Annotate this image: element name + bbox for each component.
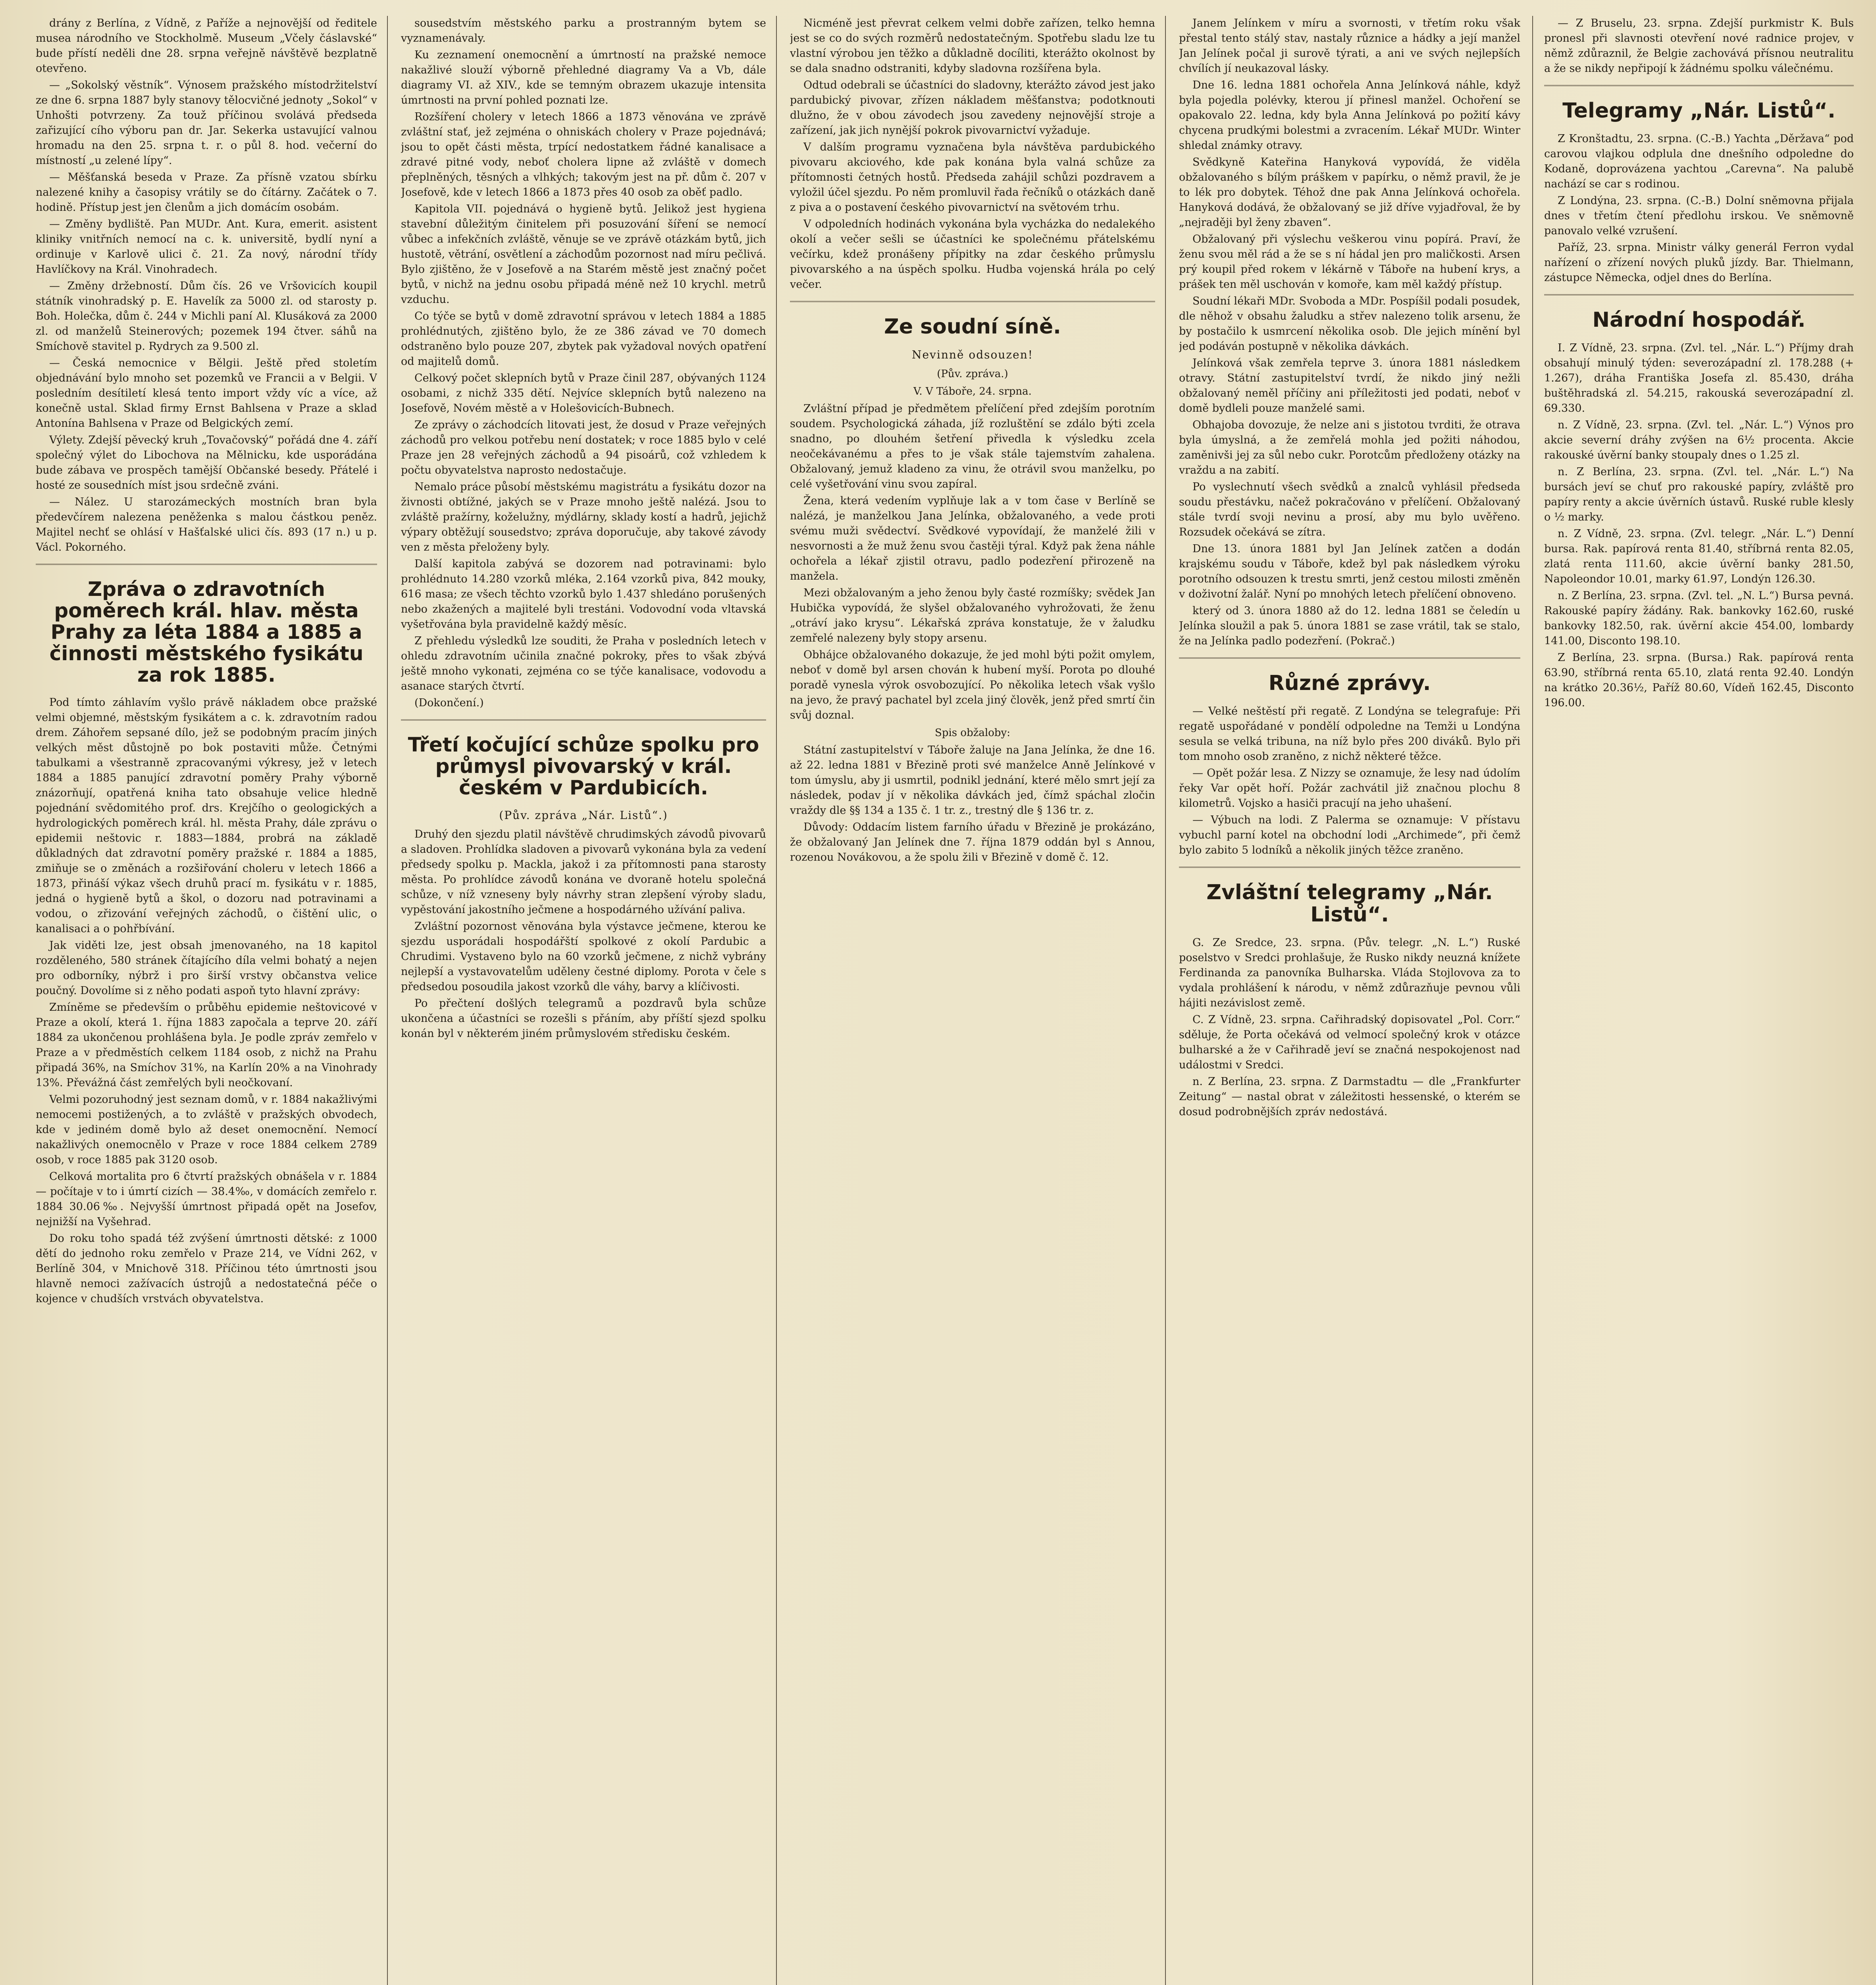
paragraph: n. Z Vídně, 23. srpna. (Zvl. telegr. „Nár. L.“) Denní bursa. Rak. papírová renta 81.40, stříbrná renta 82.05, zlatá renta 111.60, akcie úvěrní banky 281.50, Napoleondor 10.01, marky 61.97, Londýn 126.30. [1544,528,1854,586]
paragraph: Státní zastupitelství v Táboře žaluje na Jana Jelínka, že dne 16. až 22. ledna 1881 v Březině proti své manželce Anně Jelínkové v tom úmyslu, aby ji usmrtil, podnikl jednání, které mělo smrt její za následek, podav jí v několika dávkách jed, čímž spáchal zločin vraždy dle §§ 134 a 135 č. 1 tr. z., trestný dle § 136 tr. z. [790,744,1155,817]
paragraph: — Změny držebností. Dům čís. 26 ve Vršovicích koupil státník vinohradský p. E. Havelík za 5000 zl. od starosty p. Boh. Holečka, dům č. 244 v Michli paní Al. Klusáková za 2000 zl. od manželů Steinerových; pozemek 194 čtver. sáhů na Smíchově stavitel p. Rydrych za 9.500 zl. [36,280,377,353]
column-1 [36,16,377,1985]
paragraph: — Velké neštěstí při regatě. Z Londýna se telegrafuje: Při regatě uspořádané v pondělí odpoledne na Temži u Londýna sesula se velká tribuna, na níž bylo přes 200 diváků. Bylo při tom mnoho osob zraněno, z nichž některé těžce. [1179,705,1520,763]
paragraph: který od 3. února 1880 až do 12. ledna 1881 se čeledín u Jelínka sloužil a pak 5. února 1881 se zase vrátil, tak se stalo, že na Jelínka padlo podezření. (Pokrač.) [1179,605,1520,647]
paragraph: Ze zprávy o záchodcích litovati jest, že dosud v Praze veřejných záchodů pro velkou potřebu není dostatek; v roce 1885 bylo v celé Praze jen 28 veřejných záchodů a 94 pisoárů, což vzhledem k počtu obyvatelstva naprosto nedostačuje. [401,419,766,476]
paragraph: — Z Bruselu, 23. srpna. Zdejší purkmistr K. Buls pronesl při slavnosti otevření nové radnice projev, v němž zdůraznil, že Belgie zachovává přísnou neutralitu a že se nikdy nepřipojí k žádnému spolku válečnému. [1544,17,1854,75]
paragraph: Z Berlína, 23. srpna. (Bursa.) Rak. papírová renta 63.90, stříbrná renta 65.10, zlatá renta 92.40. Londýn na krátko 20.36½, Paříž 80.60, Vídeň 162.45, Disconto 196.00. [1544,651,1854,709]
article-dateline: Spis obžaloby: [935,727,1010,739]
paragraph: Výlety. Zdejší pěvecký kruh „Tovačovský“ pořádá dne 4. září společný výlet do Libochova na Mělnicku, kde usporádána bude zábava ve prospěch tamější Občanské besedy. Přátelé i hosté ze sousedních míst jsou srdečně zváni. [36,434,377,491]
column-3 [790,16,1155,1985]
paragraph: Co týče se bytů v domě zdravotní správou v letech 1884 a 1885 prohlédnutých, zjištěno bylo, že ze 386 závad ve 70 domech odstraněno bylo pouze 207, zbytek pak vyžadoval nových opatření od majitelů domů. [401,310,766,368]
column-rule [387,16,388,1985]
paragraph: Nemalo práce působí městskému magistrátu a fysikátu dozor na živnosti obtížné, jakých se v Praze mnoho ještě nalézá. Jsou to zvláště pražírny, koželužny, mýdlárny, sklady kostí a hadrů, jejichž výpary obtěžují sousedstvo; zpráva doporučuje, aby takové závody ven z města přeloženy byly. [401,481,766,553]
section-headline: Různé zprávy. [1268,671,1431,695]
paragraph: sousedstvím městského parku a prostranným bytem se vyznamenávaly. [401,17,766,44]
paragraph: Obžalovaný při výslechu veškerou vinu popírá. Praví, že ženu svou měl rád a že se s ní hádal jen pro maličkosti. Arsen prý koupil před rokem v lékárně v Táboře na hubení krys, a prášek ten měl uschován v komoře, kam měl každý přístup. [1179,233,1520,291]
paragraph: Důvody: Oddacím listem farního úřadu v Březině je prokázáno, že obžalovaný Jan Jelínek dne 7. října 1879 oddán byl s Annou, rozenou Novákovou, a že spolu žili v Březině v domě č. 12. [790,821,1155,864]
paragraph: Další kapitola zabývá se dozorem nad potravinami: bylo prohlédnuto 14.280 vzorků mléka, 2.164 vzorků piva, 842 mouky, 616 masa; ze všech těchto vzorků bylo 1.437 shledáno porušených nebo zkažených a majitelé byli trestáni. Vodovodní voda vltavská vyšetřována byla pravidelně každý měsíc. [401,558,766,630]
paragraph: drány z Berlína, z Vídně, z Paříže a nejnovější od ředitele musea národního ve Stockholmě. Museum „Včely čáslavské“ bude přístí neděli dne 28. srpna veřejně návštěvě bezplatně otevřeno. [36,17,377,75]
paragraph: Druhý den sjezdu platil návštěvě chrudimských závodů pivovarů a sladoven. Prohlídka sladoven a pivovarů vykonána byla za vedení předsedy spolku p. Mackla, jakož i za přítomnosti pana starosty města. Po prohlídce závodů konána ve dvoraně hotelu společná schůze, v níž vzneseny byly návrhy stran zlepšení výroby sladu, vypěstování jakostního ječmene a hospodárného užívání paliva. [401,828,766,916]
section-headline: Ze soudní síně. [884,315,1061,339]
section-divider [1179,657,1520,659]
paragraph: — Opět požár lesa. Z Nizzy se oznamuje, že lesy nad údolím řeky Var opět hoří. Požár zachvátil již značnou plochu 8 kilometrů. Vojsko a hasiči pracují na jeho uhašení. [1179,767,1520,810]
paragraph: Dne 13. února 1881 byl Jan Jelínek zatčen a dodán krajskému soudu v Táboře, kdež byl pak následkem výroku porotního odsouzen k trestu smrti, jenž cestou milosti změněn v doživotní žalář. Nyní po mnohých letech přelíčení obnoveno. [1179,543,1520,600]
paragraph: Zvláštní pozornost věnována byla výstavce ječmene, kterou ke sjezdu usporádali hospodářští spolkové z okolí Pardubic a Chrudimi. Vystaveno bylo na 60 vzorků ječmene, z nichž vybrány nejlepší a vystavovatelům uděleny čestné diplomy. Porota v čele s předsedou posoudila jakost vzorků dle váhy, barvy a klíčivosti. [401,920,766,993]
article-subheading: (Pův. zpráva „Nár. Listů“.) [499,809,668,822]
paragraph: Z přehledu výsledků lze souditi, že Praha v posledních letech v ohledu zdravotním učinila značné pokroky, přes to však zbývá ještě mnoho vykonati, zejména co se týče kanalisace, vodovodu a asanace starých čtvrtí. [401,635,766,692]
paragraph: Kapitola VII. pojednává o hygieně bytů. Jelikož jest hygiena stavební důležitým činitelem při posuzování šíření se nemocí vůbec a infekčních zvláště, věnuje se ve zprávě otázkám bytů, jich hustotě, větrání, osvětlení a záchodům pozornost nad míru pečlivá. Bylo zjištěno, že v Josefově a na Starém městě jest značný počet bytů, v nichž na jednu osobu připadá méně než 10 krychl. metrů vzduchu. [401,203,766,306]
paragraph: — Změny bydliště. Pan MUDr. Ant. Kura, emerit. asistent kliniky vnitřních nemocí na c. k. universitě, bydlí nyní a ordinuje v Karlově ulici č. 21. Za nový, národní třídy Havlíčkovy na Král. Vinohradech. [36,218,377,276]
article-dateline: V. V Táboře, 24. srpna. [913,385,1032,398]
paragraph: Dne 16. ledna 1881 ochořela Anna Jelínková náhle, když byla pojedla polévky, kterou jí přinesl manžel. Ochoření se opakovalo 22. ledna, kdy byla Anna Jelínková po požití kávy chycena prudkými bolestmi a zvracením. Lékař MUDr. Winter shledal známky otravy. [1179,79,1520,152]
paragraph: Janem Jelínkem v míru a svornosti, v třetím roku však přestal tento stálý stav, nastaly různice a hádky a její manžel Jan Jelínek počal ji surově týrati, a ani ve svých nejlepších chvílích jí neukazoval lásky. [1179,17,1520,75]
column-4 [1179,16,1520,1985]
article-subheading: Nevinně odsouzen! [911,348,1034,362]
paragraph: Odtud odebrali se účastníci do sladovny, kterážto závod jest jako pardubický pivovar, zřízen nákladem měšťanstva; podotknouti dlužno, že v obou závodech jsou zavedeny nejnovější stroje a zařízení, jak jich nynější pokrok pivovarnictví vyžaduje. [790,79,1155,137]
paragraph: Svědkyně Kateřina Hanyková vypovídá, že viděla obžalovaného s bílým práškem v papírku, o němž pravil, že je to lék pro dobytek. Téhož dne pak Anna Jelínková ochořela. Hanyková dodává, že obžalovaný se již dříve vyjadřoval, že by „nejraději byl ženy zbaven“. [1179,156,1520,229]
section-headline: Zvláštní telegramy „Nár. Listů“. [1206,881,1493,927]
paragraph: Nicméně jest převrat celkem velmi dobře zařízen, telko hemna jest se co do svých rozměrů nedostatečným. Spotřebu sladu lze tu vlastní výrobou jen těžko a důkladně docíliti, kterážto okolnost by se dala snadno odstraniti, kdyby sladovna rozšířena byla. [790,17,1155,75]
paragraph: n. Z Berlína, 23. srpna. (Zvl. tel. „Nár. L.“) Na bursách jeví se chuť pro rakouské papíry, zvláště pro papíry renty a akcie úvěrních ústavů. Ruské ruble klesly o ½ marky. [1544,466,1854,524]
paragraph: I. Z Vídně, 23. srpna. (Zvl. tel. „Nár. L.“) Příjmy drah obsahují minulý týden: severozápadní zl. 178.288 (+ 1.267), dráha Františka Josefa zl. 85.430, dráha buštěhradská zl. 54.215, rakouská severozápadní zl. 69.330. [1544,342,1854,415]
column-rule [776,16,777,1985]
paragraph: n. Z Vídně, 23. srpna. (Zvl. tel. „Nár. L.“) Výnos pro akcie severní dráhy zvýšen na 6½ procenta. Akcie rakouské úvěrní banky stoupaly dnes o 1.25 zl. [1544,419,1854,462]
paragraph: Paříž, 23. srpna. Ministr války generál Ferron vydal nařízení o zřízení nových pluků jízdy. Bar. Thielmann, zástupce Německa, odjel dnes do Berlína. [1544,241,1854,284]
paragraph: Rozšíření cholery v letech 1866 a 1873 věnována ve zprávě zvláštní stať, jež zejména o ohniskách cholery v Praze pojednává; jsou to opět části města, trpící nedostatkem řádné kanalisace a zdravé pitné vody, neboť cholera lipne až zvláště v domech přeplněných, těsných a vlhkých; takovým jest na př. dům č. 207 v Josefově, kde v letech 1866 a 1873 přes 40 osob za oběť padlo. [401,111,766,198]
paragraph: — „Sokolský věstník“. Výnosem pražského místodržitelství ze dne 6. srpna 1887 byly stanovy tělocvičné jednoty „Sokol“ v Unhošti potvrzeny. Za touž příčinou svolává předseda zařizující cího výboru pan dr. Jar. Sekerka ustavující valnou hromadu na den 25. srpna t. r. o půl 8. hod. večerní do místností „u zelené lípy“. [36,79,377,167]
paragraph: (Dokončení.) [414,697,484,709]
column-2 [401,16,766,1985]
paragraph: Zmíněme se především o průběhu epidemie neštovicové v Praze a okolí, která 1. října 1883 započala a teprve 20. září 1884 za ukončenou prohlášena byla. Je podle zpráv zemřelo v Praze a v předměstích celkem 1184 osob, z nichž na Prahu připadá 36%, na Smíchov 31%, na Karlín 20% a na Vinohrady 13%. Převážná část zemřelých byli neočkovaní. [36,1001,377,1089]
article-headline: Zpráva o zdravotních poměrech král. hlav. města Prahy za léta 1884 a 1885 a činnosti městského fysikátu za rok 1885. [49,578,364,686]
paragraph: Soudní lékaři MDr. Svoboda a MDr. Pospíšil podali posudek, dle něhož v obsahu žaludku a střev nalezeno tolik arsenu, že by postačilo k usmrcení několika osob. Dle jejich mínění byl jed podáván postupně v několika dávkách. [1179,295,1520,353]
paragraph: Velmi pozoruhodný jest seznam domů, v r. 1884 nakažlivými nemocemi postižených, a to zvláště v pražských obvodech, kde v jediném domě bylo až deset onemocnění. Nemocí nakažlivých onemocnělo v Praze v roce 1884 celkem 2789 osob, v roce 1885 pak 3120 osob. [36,1093,377,1166]
column-rule [1165,16,1166,1985]
paragraph: Žena, která vedením vyplňuje lak a v tom čase v Berlíně se nalézá, je manželkou Jana Jelínka, obžalovaného, a vede proti svému muži svědectví. Svědkové vypovídají, že manželé žili v nesvornosti a že muž ženu svou častěji týral. Když pak žena náhle ochořela a lékař zjistil otravu, padlo podezření přirozeně na manžela. [790,495,1155,583]
section-divider [1179,867,1520,868]
paragraph: Ku zeznamení onemocnění a úmrtností na pražské nemoce nakažlivé slouží výborně přehledné diagramy Va a Vb, dále diagramy VI. až XIV., kde se temným obrazem ukazuje intensita úmrtnosti na první pohled poznati lze. [401,49,766,106]
paragraph: Obhájce obžalovaného dokazuje, že jed mohl býti požit omylem, neboť v domě byl arsen chován k hubení myší. Porota po dlouhé poradě vynesla výrok osvobozující. Po několika letech však vyšlo na jevo, že pravý pachatel byl zcela jiný člověk, jenž před smrtí čin svůj doznal. [790,649,1155,722]
section-divider [1544,85,1854,86]
paragraph: Z Londýna, 23. srpna. (C.-B.) Dolní sněmovna přijala dnes v třetím čtení předlohu irskou. Ve sněmovně panovalo velké vzrušení. [1544,195,1854,237]
paragraph: Do roku toho spadá též zvýšení úmrtnosti dětské: z 1000 dětí do jednoho roku zemřelo v Praze 214, ve Vídni 262, v Berlíně 304, v Mnichově 318. Příčinou této úmrtnosti jsou hlavně nemoci zažívacích ústrojů a nedostatečná péče o kojence v chudších vrstvách obyvatelstva. [36,1232,377,1305]
section-divider [36,564,377,565]
paragraph: Pod tímto záhlavím vyšlo právě nákladem obce pražské velmi objemné, městským fysikátem a c. k. zdravotním radou drem. Záhořem sepsané dílo, jež se podobným pracím jiných velkých měst důstojně po bok postaviti může. Četnými tabulkami a všestranně zpracovanými výkresy, jež v letech 1884 a 1885 panující zdravotní poměry Prahy výborně znázorňují, opatřená kniha tato obsahuje velice hledně pojednání svědomitého prof. drs. Krejčího o geologických a hydrologických poměrech král. hl. města Prahy, dále zprávu o epidemii neštovic r. 1883—1884, probrá na základě důkladných dat zdravotní poměry pražské r. 1884 a 1885, zmiňuje se o změnách a rozšiřování choleru v letech 1866 a 1873, přináší výkaz všech druhů prací m. fysikátu v r. 1885, jedná o hygieně bytů a škol, o dozoru nad potravinami a vodou, o zřizování veřejných záchodů, o čištění ulic, o kanalisaci a o pohřbívání. [36,696,377,935]
paragraph: Celkový počet sklepních bytů v Praze činil 287, obývaných 1124 osobami, z nichž 335 dětí. Nejvíce sklepních bytů nalezeno na Josefově, Novém městě a v Holešovicích-Bubnech. [401,372,766,414]
paragraph: Celková mortalita pro 6 čtvrtí pražských obnášela v r. 1884 — počítaje v to i úmrtí cizích — 38.4‰, v domácích zemřelo r. 1884 30.06‰. Nejvyšší úmrtnost připadá opět na Josefov, nejnižší na Vyšehrad. [36,1170,377,1228]
paragraph: V dalším programu vyznačena byla návštěva pardubického pivovaru akciového, kde pak konána byla valná schůze za přítomnosti četných hostů. Předseda zahájil schůzi pozdravem a vyložil účel sjezdu. Po něm promluvil řada řečníků o otázkách daně z piva a o postavení českého pivovarnictví na světovém trhu. [790,141,1155,214]
section-divider [1544,294,1854,295]
paragraph: n. Z Berlína, 23. srpna. (Zvl. tel. „N. L.“) Bursa pevná. Rakouské papíry žádány. Rak. bankovky 162.60, ruské bankovky 182.50, rak. úvěrní akcie 454.00, lombardy 141.00, Disconto 198.10. [1544,590,1854,648]
paragraph: — Nález. U starozámeckých mostních bran byla předevčírem nalezena peněženka s malou částkou peněz. Majitel nechť se ohlásí v Hašťalské ulici čís. 893 (17 n.) u p. Václ. Pokorného. [36,496,377,553]
paragraph: V odpoledních hodinách vykonána byla vycházka do nedalekého okolí a večer sešli se účastníci ke společnému přátelskému večírku, kdež pronášeny přípitky na zdar českého průmyslu pivovarského a na úspěch spolku. Hudba vojenská hrála po celý večer. [790,218,1155,291]
section-headline: Národní hospodář. [1592,308,1806,332]
paragraph: Obhajoba dovozuje, že nelze ani s jistotou tvrditi, že otrava byla úmyslná, a že zemřelá mohla jed požiti náhodou, zaměnivši jej za sůl nebo cukr. Porotcům předloženy otázky na vraždu a na zabití. [1179,419,1520,476]
paragraph: Z Kronštadtu, 23. srpna. (C.-B.) Yachta „Děržava“ pod carovou vlajkou odplula dne dnešního odpoledne do Kodaně, doprovázena yachtou „Carevna“. Na palubě nachází se car s rodinou. [1544,133,1854,191]
paragraph: G. Ze Sredce, 23. srpna. (Pův. telegr. „N. L.“) Ruské poselstvo v Sredci prohlašuje, že Rusko nikdy neuzná knížete Ferdinanda za panovníka Bulharska. Vláda Stojlovova za to vydala prohlášení k národu, v němž zdůrazňuje pevnou vůli hájiti nezávislost země. [1179,937,1520,1010]
section-divider [401,719,766,721]
column-rule [1532,16,1533,1985]
paragraph: Jak viděti lze, jest obsah jmenovaného, na 18 kapitol rozděleného, 580 stránek čítajícího díla velmi bohatý a nejen pro odborníky, nýbrž i pro širší vrstvy občanstva velice poučný. Dovolíme si z něho podati aspoň tyto hlavní zprávy: [36,939,377,997]
article-dateline: (Pův. zpráva.) [937,368,1008,380]
paragraph: Po přečtení došlých telegramů a pozdravů byla schůze ukončena a účastníci se rozešli s přáním, aby příští sjezd spolku konán byl v některém jiném průmyslovém středisku českém. [401,997,766,1040]
paragraph: Jelínková však zemřela teprve 3. února 1881 následkem otravy. Státní zastupitelství tvrdí, že nikdo jiný nežli obžalovaný neměl příčiny ani příležitosti jed podati, neboť v domě bydleli pouze manželé sami. [1179,357,1520,414]
paragraph: C. Z Vídně, 23. srpna. Cařihradský dopisovatel „Pol. Corr.“ sděluje, že Porta očekává od velmocí společný krok v otázce bulharské a že v Cařihradě jeví se značná nespokojenost nad událostmi v Sredci. [1179,1014,1520,1072]
paragraph: Po vyslechnutí všech svědků a znalců vyhlásil předseda soudu přestávku, načež pokračováno v přelíčení. Obžalovaný stále tvrdí svoji nevinu a prosí, aby mu bylo uvěřeno. Rozsudek očekává se zítra. [1179,481,1520,538]
section-divider [790,301,1155,302]
column-5 [1544,16,1854,1985]
paragraph: Mezi obžalovaným a jeho ženou byly časté rozmíšky; svědek Jan Hubička vypovídá, že slyšel obžalovaného vyhrožovati, že ženu „otráví jako krysu“. Lékařská zpráva konstatuje, že v žaludku zemřelé nalezeny byly stopy arsenu. [790,587,1155,645]
article-headline: Třetí kočující schůze spolku pro průmysl pivovarský v král. českém v Pardubicích. [408,733,759,799]
paragraph: — Česká nemocnice v Bělgii. Ještě před stoletím objednávání bylo mnoho set pozemků ve Francii a v Belgii. V posledním desítiletí klesá tento import vždy víc a více, až konečně ustal. Sklad firmy Ernst Bahlsena v Praze a sklad Antonína Bahlsena v Praze od Belgických zemí. [36,357,377,430]
section-headline: Telegramy „Nár. Listů“. [1562,99,1836,123]
paragraph: Zvláštní případ je předmětem přelíčení před zdejším porotním soudem. Psychologická záhada, jíž rozluštění se zdálo býti zcela snadno, po dlouhém šetření přivedla k výsledku zcela neočekávanému a přes to je však stále tajemstvím zahalena. Obžalovaný, jemuž kladeno za vinu, že otrávil svou manželku, po celé vyšetřování vinu svou zapíral. [790,403,1155,491]
paragraph: — Výbuch na lodi. Z Palerma se oznamuje: V přístavu vybuchl parní kotel na obchodní lodi „Archimede“, při čemž bylo zabito 5 lodníků a několik jiných těžce zraněno. [1179,814,1520,857]
paragraph: — Měšťanská beseda v Praze. Za přísně vzatou sbírku nalezené knihy a časopisy vrátily se do čítárny. Začátek o 7. hodině. Přístup jest jen členům a jich domácím osobám. [36,171,377,214]
paragraph: n. Z Berlína, 23. srpna. Z Darmstadtu — dle „Frankfurter Zeitung“ — nastal obrat v záležitosti hessenské, o kterém se dosud podrobnějších zpráv nedostává. [1179,1075,1520,1118]
